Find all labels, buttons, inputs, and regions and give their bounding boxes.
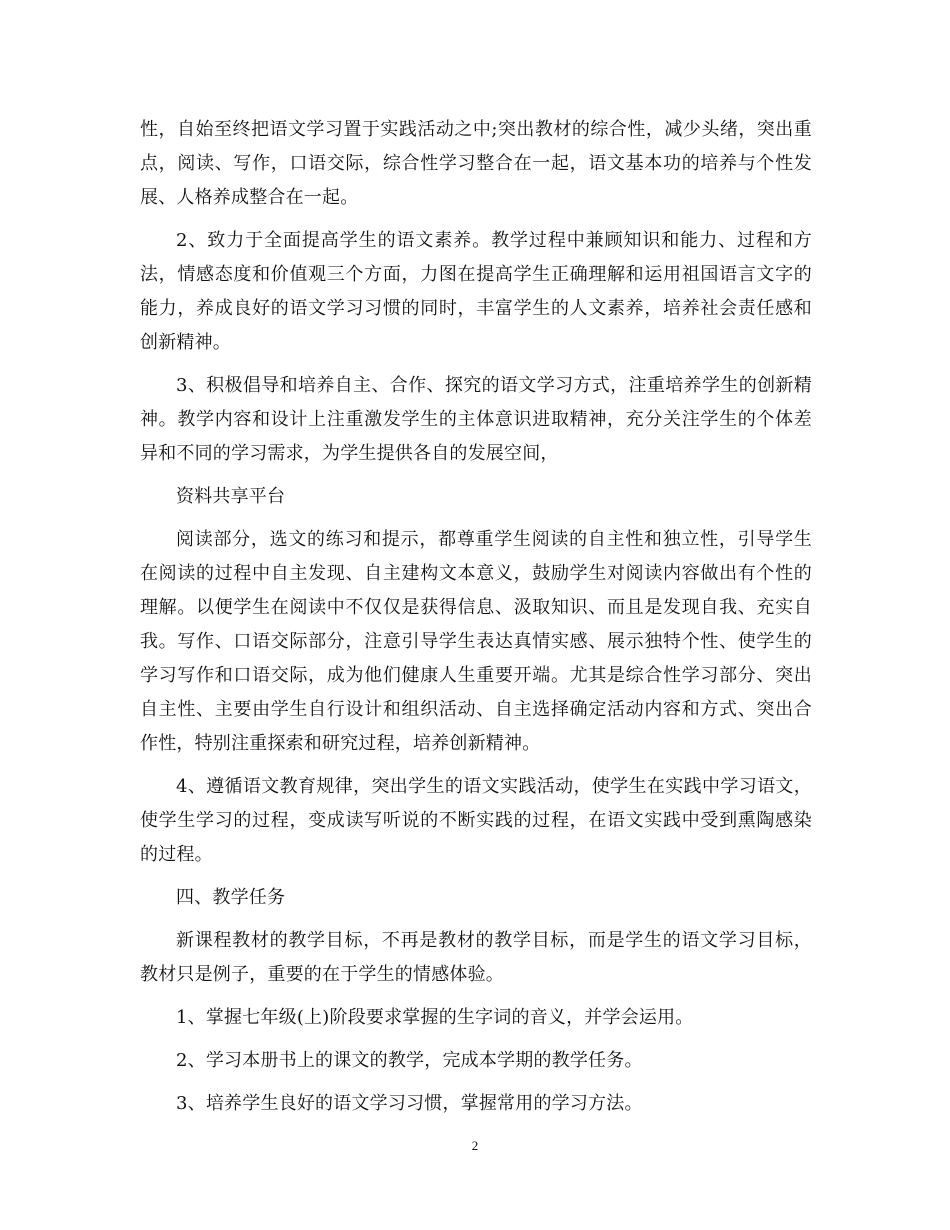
paragraph-reading-section: 阅读部分，选文的练习和提示，都尊重学生阅读的自主性和独立性，引导学生在阅读的过程中自主发现、自主建构文本意义，鼓励学生对阅读内容做出有个性的理解。以便学生在阅读中不仅仅是获得信息、汲取知识、而且是发现自我、充实自我。写作、口语交际部分，注意引导学生表达真情实感、展示独特个性、使学生的学习写作和口语交际，成为他们健康人生重要开端。尤其是综合性学习部分、突出自主性、主要由学生自行设计和组织活动、自主选择确定活动内容和方式、突出合作性，特别注重探索和研究过程，培养创新精神。 (140, 529, 812, 754)
paragraph-item-4: 4、遵循语文教育规律，突出学生的语文实践活动，使学生在实践中学习语文，使学生学习的过程，变成读写听说的不断实践的过程，在语文实践中受到熏陶感染的过程。 (140, 776, 812, 865)
section-heading-teaching-tasks: 四、教学任务 (176, 887, 286, 908)
paragraph-continuation: 性，自始至终把语文学习置于实践活动之中;突出教材的综合性，减少头绪，突出重点，阅读、写作，口语交际，综合性学习整合在一起，语文基本功的培养与个性发展、人格养成整合在一起。 (140, 119, 812, 208)
task-item-2: 2、学习本册书上的课文的教学，完成本学期的教学任务。 (176, 1050, 643, 1071)
task-item-1: 1、掌握七年级(上)阶段要求掌握的生字词的音义，并学会运用。 (176, 1007, 694, 1028)
paragraph-resource-note: 资料共享平台 (176, 486, 286, 507)
paragraph-item-2: 2、致力于全面提高学生的语文素养。教学过程中兼顾知识和能力、过程和方法，情感态度和价值观三个方面，力图在提高学生正确理解和运用祖国语言文字的能力，养成良好的语文学习习惯的同时，丰富学生的人文素养，培养社会责任感和创新精神。 (140, 230, 812, 353)
task-item-3: 3、培养学生良好的语文学习习惯，掌握常用的学习方法。 (176, 1093, 643, 1114)
page-number: 2 (471, 1138, 479, 1153)
document-body (140, 113, 812, 1130)
paragraph-curriculum-goals: 新课程教材的教学目标，不再是教材的教学目标，而是学生的语文学习目标，教材只是例子，重要的在于学生的情感体验。 (140, 930, 812, 985)
paragraph-item-3: 3、积极倡导和培养自主、合作、探究的语文学习方式，注重培养学生的创新精神。教学内容和设计上注重激发学生的主体意识进取精神，充分关注学生的个体差异和不同的学习需求，为学生提供各自的发展空间， (140, 375, 812, 464)
